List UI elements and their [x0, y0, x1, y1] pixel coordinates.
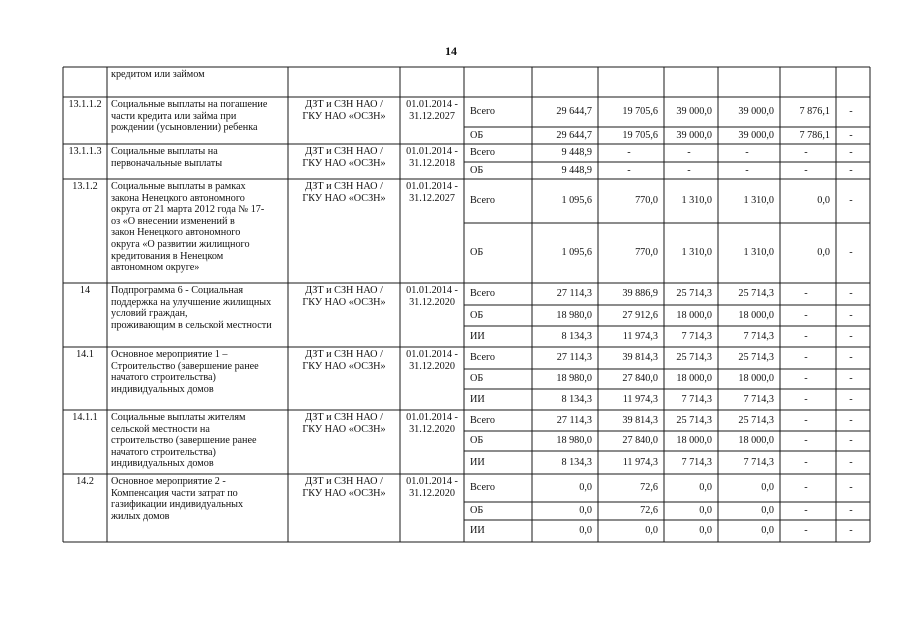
value-cell: -: [627, 164, 631, 176]
value-cell: 9 448,9: [561, 147, 592, 159]
value-cell: 18 980,0: [556, 309, 592, 321]
value-cell: 18 980,0: [556, 435, 592, 447]
funding-source: ИИ: [470, 525, 485, 537]
period: 01.01.2014 - 31.12.2027: [406, 99, 458, 122]
value-cell: -: [849, 309, 853, 321]
value-cell: 39 814,3: [622, 414, 658, 426]
value-cell: 25 714,3: [738, 414, 774, 426]
value-cell: 18 000,0: [676, 309, 712, 321]
value-cell: 39 814,3: [622, 352, 658, 364]
value-cell: -: [804, 147, 808, 159]
value-cell: 72,6: [640, 505, 658, 517]
value-cell: 7 786,1: [799, 129, 830, 141]
value-cell: 0,0: [699, 525, 712, 537]
value-cell: 0,0: [699, 482, 712, 494]
value-cell: 18 000,0: [676, 373, 712, 385]
funding-source: ОБ: [470, 435, 484, 447]
executor: ДЗТ и СЗН НАО / ГКУ НАО «ОСЗН»: [302, 476, 386, 499]
value-cell: -: [804, 505, 808, 517]
value-cell: 0,0: [817, 195, 830, 207]
executor: ДЗТ и СЗН НАО / ГКУ НАО «ОСЗН»: [302, 285, 386, 308]
value-cell: -: [745, 147, 749, 159]
value-cell: 7 876,1: [799, 106, 830, 118]
value-cell: -: [687, 164, 691, 176]
funding-source: ОБ: [470, 247, 484, 259]
period: 01.01.2014 - 31.12.2020: [406, 476, 458, 499]
value-cell: 7 714,3: [743, 330, 774, 342]
value-cell: 18 980,0: [556, 373, 592, 385]
row-number: 14: [79, 285, 91, 296]
row-number: 13.1.1.2: [68, 99, 102, 110]
value-cell: 25 714,3: [738, 288, 774, 300]
value-cell: 29 644,7: [556, 106, 592, 118]
activity-name: Основное мероприятие 1 – Строительство (завершение ранее начатого строительства) индивидуальных домов: [111, 349, 259, 395]
period: 01.01.2014 - 31.12.2020: [406, 285, 458, 308]
value-cell: 1 310,0: [743, 247, 774, 259]
row-number: 13.1.2: [72, 181, 98, 192]
value-cell: 770,0: [635, 195, 658, 207]
value-cell: 18 000,0: [738, 435, 774, 447]
value-cell: 19 705,6: [622, 129, 658, 141]
value-cell: 0,0: [761, 482, 774, 494]
value-cell: -: [849, 525, 853, 537]
row-number: 13.1.1.3: [68, 146, 102, 157]
value-cell: 0,0: [761, 525, 774, 537]
funding-source: Всего: [470, 352, 495, 364]
funding-source: ОБ: [470, 129, 484, 141]
value-cell: -: [804, 525, 808, 537]
value-cell: -: [804, 435, 808, 447]
row-number: 14.1: [76, 349, 94, 360]
value-cell: 27 114,3: [556, 288, 592, 300]
value-cell: -: [804, 352, 808, 364]
value-cell: 39 000,0: [738, 129, 774, 141]
activity-name: Социальные выплаты в рамках закона Ненецкого автономного округа от 21 марта 2012 года № 17- оз «О внесении изменений в закон Ненецкого автономного округа «О развитии жилищного кредитования в Ненецком автономном округе»: [111, 181, 265, 274]
executor: ДЗТ и СЗН НАО / ГКУ НАО «ОСЗН»: [302, 99, 386, 122]
activity-name: Социальные выплаты жителям сельской местности на строительство (завершение ранее начатого строительства) индивидуальных домов: [111, 412, 257, 470]
value-cell: 1 310,0: [681, 195, 712, 207]
value-cell: -: [804, 393, 808, 405]
funding-source: Всего: [470, 288, 495, 300]
value-cell: -: [849, 456, 853, 468]
funding-source: Всего: [470, 106, 495, 118]
value-cell: -: [627, 147, 631, 159]
value-cell: 0,0: [645, 525, 658, 537]
value-cell: -: [687, 147, 691, 159]
value-cell: 1 095,6: [561, 195, 592, 207]
value-cell: 27 840,0: [622, 435, 658, 447]
value-cell: 39 000,0: [738, 106, 774, 118]
value-cell: 39 000,0: [676, 106, 712, 118]
value-cell: 0,0: [761, 505, 774, 517]
value-cell: 27 114,3: [556, 414, 592, 426]
funding-source: Всего: [470, 482, 495, 494]
value-cell: 18 000,0: [738, 309, 774, 321]
value-cell: 8 134,3: [561, 456, 592, 468]
value-cell: -: [804, 482, 808, 494]
value-cell: 0,0: [579, 482, 592, 494]
row-number: 14.2: [76, 476, 94, 487]
value-cell: 39 000,0: [676, 129, 712, 141]
value-cell: 8 134,3: [561, 393, 592, 405]
value-cell: 25 714,3: [676, 352, 712, 364]
executor: ДЗТ и СЗН НАО / ГКУ НАО «ОСЗН»: [302, 146, 386, 169]
value-cell: 27 912,6: [622, 309, 658, 321]
value-cell: -: [849, 414, 853, 426]
value-cell: -: [849, 373, 853, 385]
value-cell: 25 714,3: [676, 288, 712, 300]
value-cell: 29 644,7: [556, 129, 592, 141]
value-cell: 7 714,3: [743, 456, 774, 468]
executor: ДЗТ и СЗН НАО / ГКУ НАО «ОСЗН»: [302, 412, 386, 435]
value-cell: 0,0: [579, 505, 592, 517]
funding-source: Всего: [470, 147, 495, 159]
value-cell: -: [804, 309, 808, 321]
value-cell: -: [804, 288, 808, 300]
value-cell: 1 095,6: [561, 247, 592, 259]
value-cell: -: [804, 373, 808, 385]
value-cell: 7 714,3: [681, 393, 712, 405]
value-cell: 0,0: [817, 247, 830, 259]
value-cell: -: [849, 106, 853, 118]
value-cell: -: [849, 330, 853, 342]
page-number: 14: [445, 44, 457, 58]
value-cell: 770,0: [635, 247, 658, 259]
activity-name: Социальные выплаты на погашение части кредита или займа при рождении (усыновлении) ребенка: [111, 99, 268, 134]
value-cell: 18 000,0: [676, 435, 712, 447]
value-cell: 7 714,3: [681, 456, 712, 468]
value-cell: 11 974,3: [622, 456, 658, 468]
value-cell: 18 000,0: [738, 373, 774, 385]
value-cell: -: [804, 164, 808, 176]
funding-source: ОБ: [470, 505, 484, 517]
value-cell: 27 840,0: [622, 373, 658, 385]
funding-source: ИИ: [470, 330, 485, 342]
value-cell: 25 714,3: [738, 352, 774, 364]
executor: ДЗТ и СЗН НАО / ГКУ НАО «ОСЗН»: [302, 349, 386, 372]
value-cell: 11 974,3: [622, 393, 658, 405]
value-cell: 9 448,9: [561, 164, 592, 176]
funding-source: ИИ: [470, 393, 485, 405]
value-cell: -: [849, 164, 853, 176]
funding-source: ИИ: [470, 456, 485, 468]
value-cell: -: [745, 164, 749, 176]
value-cell: -: [804, 456, 808, 468]
value-cell: 72,6: [640, 482, 658, 494]
value-cell: -: [849, 195, 853, 207]
activity-name: Социальные выплаты на первоначальные выплаты: [111, 146, 223, 169]
value-cell: -: [849, 435, 853, 447]
value-cell: 1 310,0: [681, 247, 712, 259]
value-cell: -: [849, 482, 853, 494]
row-number: 14.1.1: [72, 412, 98, 423]
value-cell: 19 705,6: [622, 106, 658, 118]
value-cell: 39 886,9: [622, 288, 658, 300]
value-cell: 27 114,3: [556, 352, 592, 364]
value-cell: 7 714,3: [681, 330, 712, 342]
value-cell: 25 714,3: [676, 414, 712, 426]
value-cell: -: [849, 129, 853, 141]
period: 01.01.2014 - 31.12.2020: [406, 412, 458, 435]
period: 01.01.2014 - 31.12.2020: [406, 349, 458, 372]
executor: ДЗТ и СЗН НАО / ГКУ НАО «ОСЗН»: [302, 181, 386, 204]
value-cell: 0,0: [579, 525, 592, 537]
funding-source: ОБ: [470, 309, 484, 321]
period: 01.01.2014 - 31.12.2018: [406, 146, 458, 169]
value-cell: -: [849, 505, 853, 517]
value-cell: -: [849, 393, 853, 405]
activity-name: Подпрограмма 6 - Социальная поддержка на улучшение жилищных условий граждан, проживающим в сельской местности: [111, 285, 272, 331]
value-cell: 0,0: [699, 505, 712, 517]
funding-source: ОБ: [470, 373, 484, 385]
activity-name: Основное мероприятие 2 - Компенсация части затрат по газификации индивидуальных жилых домов: [111, 476, 244, 522]
funding-source: ОБ: [470, 164, 484, 176]
value-cell: -: [849, 247, 853, 259]
funding-source: Всего: [470, 414, 495, 426]
value-cell: 8 134,3: [561, 330, 592, 342]
value-cell: 7 714,3: [743, 393, 774, 405]
funding-source: Всего: [470, 195, 495, 207]
value-cell: -: [804, 330, 808, 342]
value-cell: -: [849, 288, 853, 300]
value-cell: -: [849, 352, 853, 364]
continuation-text: кредитом или займом: [111, 69, 205, 80]
value-cell: -: [804, 414, 808, 426]
value-cell: -: [849, 147, 853, 159]
value-cell: 1 310,0: [743, 195, 774, 207]
period: 01.01.2014 - 31.12.2027: [406, 181, 458, 204]
value-cell: 11 974,3: [622, 330, 658, 342]
